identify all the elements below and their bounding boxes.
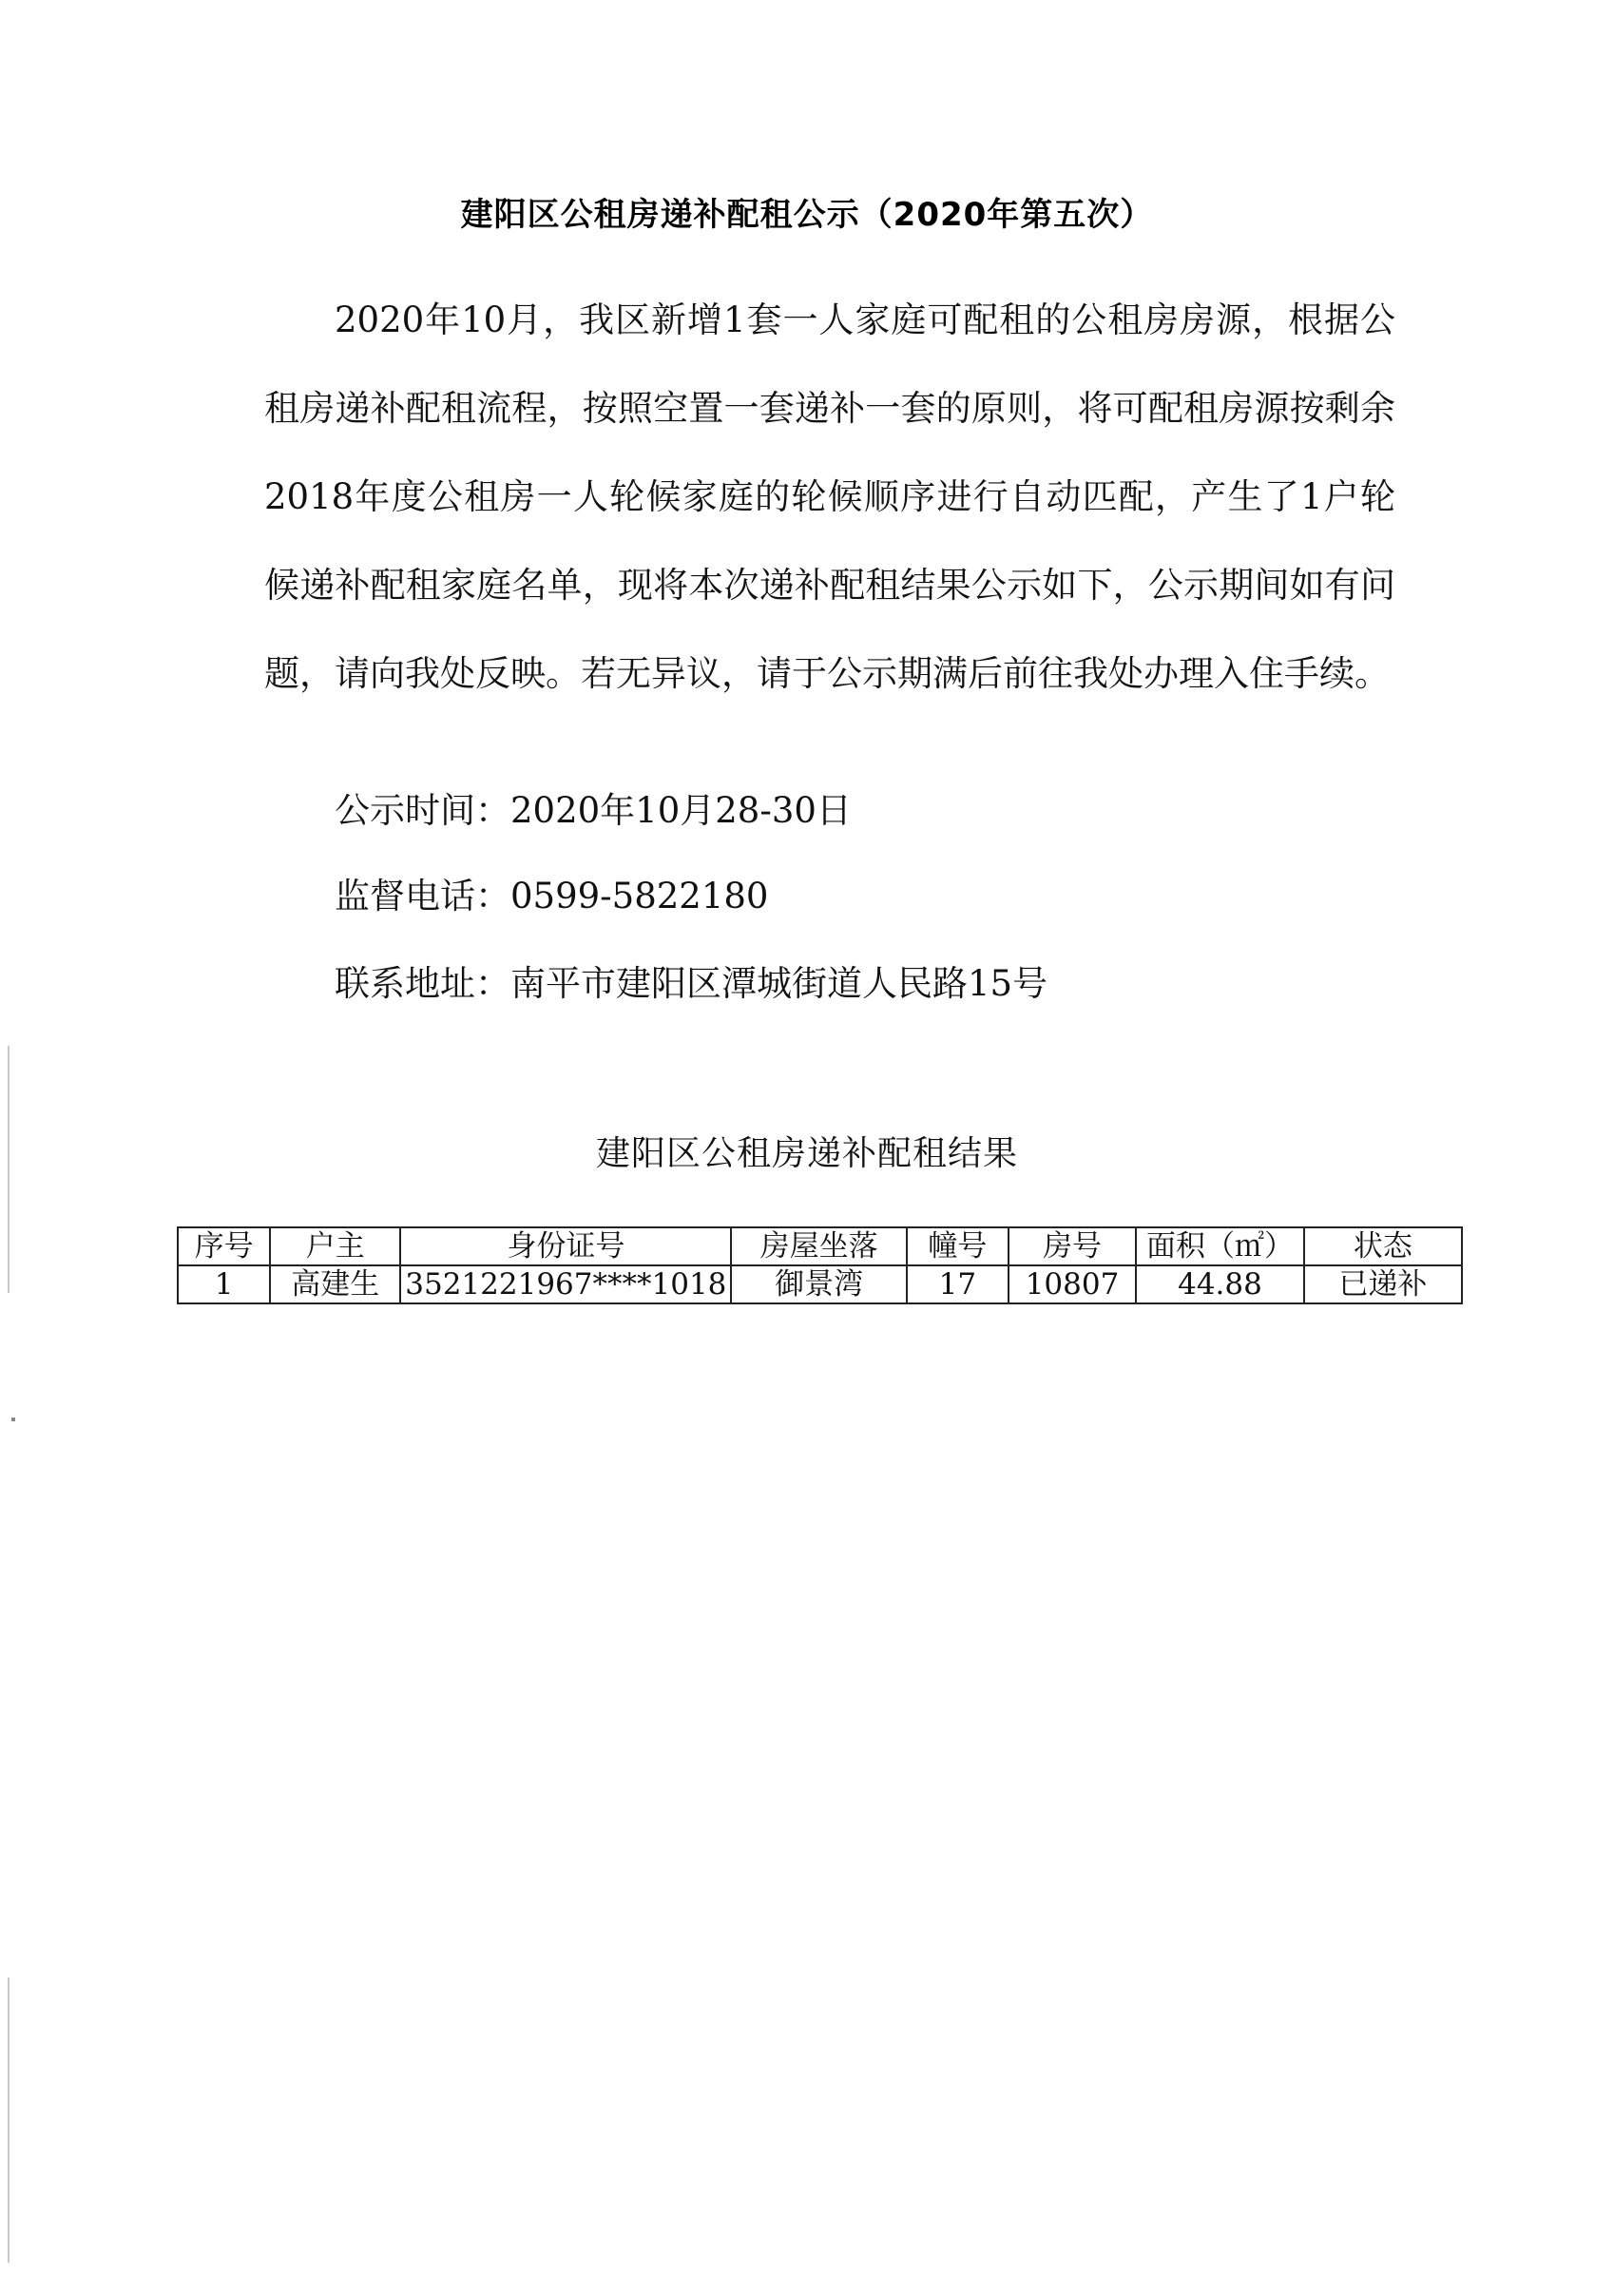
result-table — [177, 1226, 1463, 1304]
table-cell: 高建生 — [270, 1265, 400, 1303]
table-cell: 3521221967****1018 — [400, 1265, 731, 1303]
table-header-cell: 房号 — [1009, 1227, 1136, 1265]
table-header-cell: 房屋坐落 — [731, 1227, 907, 1265]
table-row — [178, 1265, 1462, 1303]
contact-address: 联系地址：南平市建阳区潭城街道人民路15号 — [335, 963, 1048, 1004]
table-cell: 1 — [178, 1265, 270, 1303]
table-header-cell: 户主 — [270, 1227, 400, 1265]
table-title: 建阳区公租房递补配租结果 — [595, 1134, 1018, 1173]
table-header-row — [178, 1227, 1462, 1265]
table-header-cell: 面积（㎡） — [1136, 1227, 1304, 1265]
scan-mark — [11, 1418, 15, 1421]
scan-edge-line — [8, 1978, 10, 2263]
table-header-cell: 身份证号 — [400, 1227, 731, 1265]
table-header-cell: 幢号 — [907, 1227, 1009, 1265]
table-cell: 44.88 — [1136, 1265, 1304, 1303]
table-cell: 10807 — [1009, 1265, 1136, 1303]
supervision-phone: 监督电话：0599-5822180 — [335, 876, 769, 916]
table-cell: 御景湾 — [731, 1265, 907, 1303]
table-cell: 已递补 — [1304, 1265, 1462, 1303]
table-header-cell: 状态 — [1304, 1227, 1462, 1265]
document-title: 建阳区公租房递补配租公示（2020年第五次） — [460, 196, 1154, 234]
body-paragraph — [264, 276, 1395, 718]
paragraph-text: 2020年10月，我区新增1套一人家庭可配租的公租房房源，根据公租房递补配租流程，按照空置一套递补一套的原则，将可配租房源按剩余2018年度公租房一人轮候家庭的轮候顺序进行自动匹配，产生了1户轮候递补配租家庭名单，现将本次递补配租结果公示如下，公示期间如有问题，请向我处反映。若无异议，请于公示期满后前往我处办理入住手续。 — [264, 299, 1395, 694]
notice-time: 公示时间：2020年10月28-30日 — [335, 790, 852, 831]
table-cell: 17 — [907, 1265, 1009, 1303]
table-header-cell: 序号 — [178, 1227, 270, 1265]
